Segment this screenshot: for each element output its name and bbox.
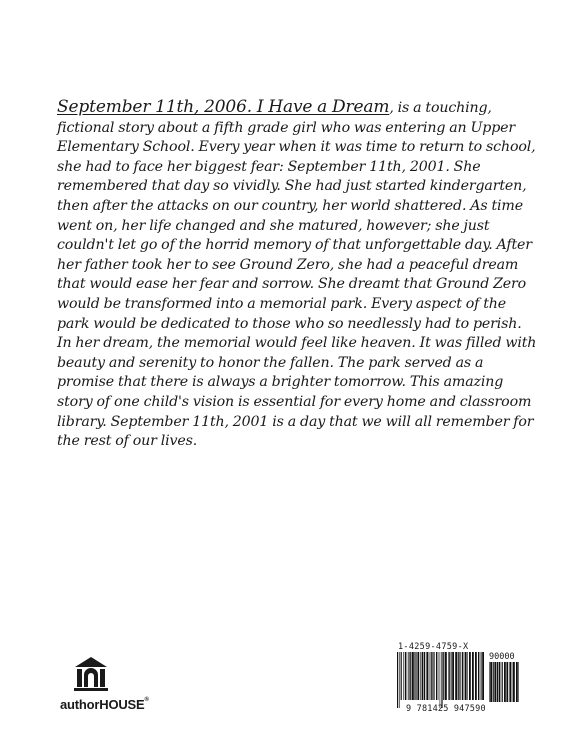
isbn-label: 1-4259-4759-X [398,642,469,652]
barcode-bar [445,652,447,700]
barcode-bar [497,662,498,702]
barcode-bar [504,662,506,702]
barcode-bar [455,652,457,700]
barcode-bar [469,652,471,700]
barcode-bar [397,652,398,708]
barcode-bar [399,652,400,708]
barcode-bar [412,652,414,700]
barcode-bar [431,652,432,700]
publisher-logo [60,655,149,715]
barcode-bar [464,652,465,700]
barcode-bar [465,652,467,700]
barcode-bar [490,662,492,702]
barcode-bar [448,652,449,700]
ean-barcode-bars [396,652,484,708]
barcode-bar [438,652,439,700]
book-title: September 11th, 2006. I Have a Dream [57,97,390,117]
barcode-bar [489,662,490,702]
barcode-bar [516,662,518,702]
barcode-bar [405,652,406,700]
barcode-bar [480,652,481,700]
barcode-bar [420,652,421,700]
barcode-bar [422,652,424,700]
barcode-bar [401,652,402,700]
barcode-bar [417,652,419,700]
barcode-bar [493,662,494,702]
barcode-bar [478,652,479,700]
barcode-bar [482,652,484,700]
barcode-bar [432,652,433,700]
barcode-bar [481,652,482,700]
barcode-bar [429,652,430,700]
addon-barcode-bars [488,662,520,710]
barcode-bar [436,652,437,700]
barcode-bar [449,652,450,700]
barcode-bar [403,652,404,700]
isbn-barcode [396,642,522,716]
barcode-bar [512,662,513,702]
barcode-bar [506,662,508,702]
barcode-bar [462,652,463,700]
publisher-name: authorHOUSE® [60,697,149,712]
barcode-bar [452,652,454,700]
barcode-bar [499,662,501,702]
barcode-bar [424,652,425,700]
barcode-bar [459,652,460,700]
barcode-bar [414,652,415,700]
barcode-bar [451,652,452,700]
barcode-bar [467,652,468,700]
blurb-text: , is a touching, fictional story about a fifth grade girl who was entering an Upper Elementary School. Every year when it was time to return to school, she had to face her biggest fear: September 11th, 2001. She remembered that day so vividly. She had just started kindergarten, then after the attacks on our country, her world shattered. As time went on, her life changed and she matured, however; she just couldn't let go of the horrid memory of that unforgettable day. After her father took her to see Ground Zero, she had a peaceful dream that would ease her fear and sorrow. She dreamt that Ground Zero would be transformed into a memorial park. Every aspect of the park would be dedicated to those who so needlessly had to perish. In her dream, the memorial would feel like heaven. It was filled with beauty and serenity to honor the fallen. The park served as a promise that there is always a brighter tomorrow. This amazing story of one child's vision is essential for every home and classroom library. September 11th, 2001 is a day that we will all remember for the rest of our lives. [57,100,537,450]
barcode-bar [440,652,441,708]
authorhouse-logo-icon [72,655,110,693]
barcode-bar [472,652,474,700]
back-cover-blurb [57,98,537,452]
barcode-bar [518,662,519,702]
barcode-bar [443,652,444,700]
barcode-bar [416,652,417,700]
barcode-bar [426,652,428,700]
isbn-digits: 9 781425 947590 [406,704,486,714]
barcode-bar [407,652,408,700]
price-code: 90000 [489,652,515,662]
barcode-bar [475,652,477,700]
barcode-bar [458,652,459,700]
barcode-bar [408,652,409,700]
barcode-bar [434,652,435,700]
barcode-bar [494,662,496,702]
barcode-bar [509,662,511,702]
barcode-bar [502,662,503,702]
barcode-bar [513,662,515,702]
barcode-bar [441,652,442,708]
barcode-bar [410,652,411,700]
